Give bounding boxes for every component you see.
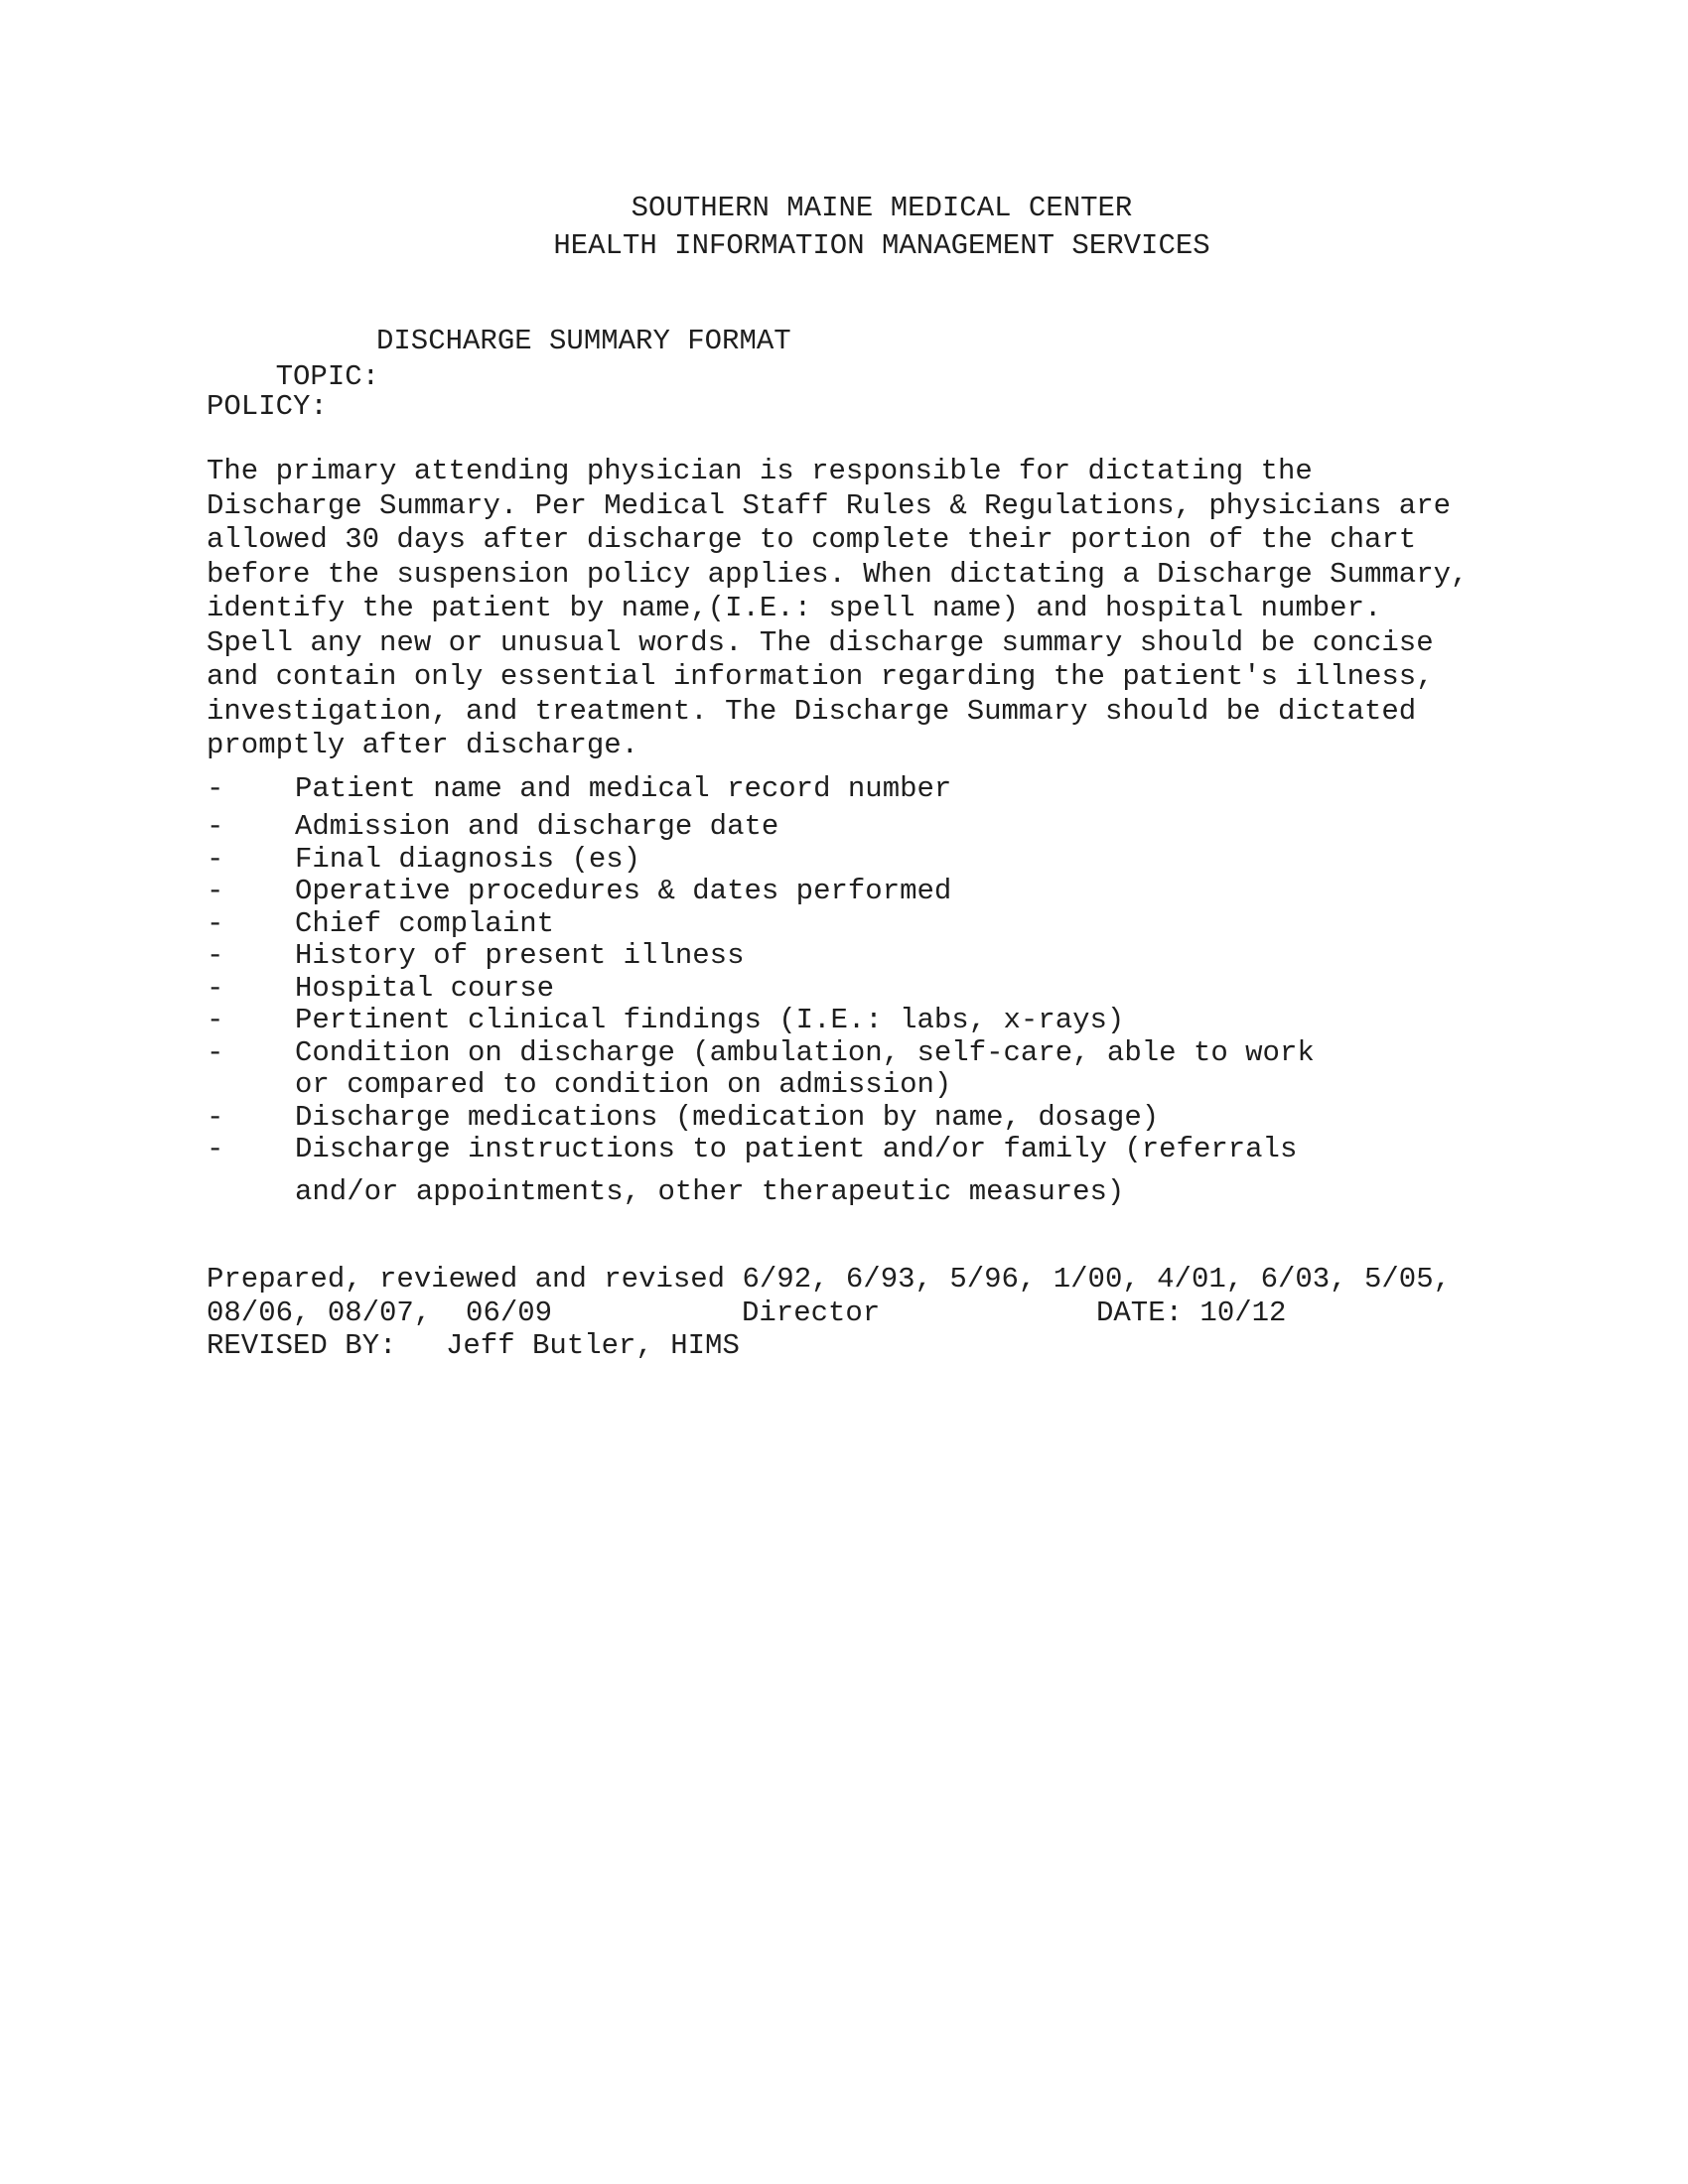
list-item bbox=[207, 1133, 1497, 1166]
paragraph-line: and contain only essential information regarding the patient's illness, bbox=[207, 660, 1434, 693]
revised-by-name: Jeff Butler, HIMS bbox=[446, 1329, 740, 1362]
list-item-text: Hospital course bbox=[295, 972, 555, 1005]
paragraph-line: investigation, and treatment. The Discharge Summary should be dictated bbox=[207, 694, 1417, 728]
list-item bbox=[207, 772, 1497, 806]
policy-paragraph bbox=[207, 455, 1497, 763]
revision-footer-line bbox=[207, 1297, 1497, 1330]
list-item-text: Discharge medications (medication by name, dosage) bbox=[295, 1101, 1160, 1134]
list-item-text: and/or appointments, other therapeutic measures) bbox=[295, 1175, 1125, 1208]
bullet-dash: - bbox=[207, 1036, 224, 1069]
list-item-text: or compared to condition on admission) bbox=[295, 1068, 952, 1101]
list-item bbox=[207, 875, 1497, 908]
list-item-text: Pertinent clinical findings (I.E.: labs, x-rays) bbox=[295, 1004, 1125, 1036]
bullet-dash: - bbox=[207, 972, 224, 1005]
bullet-dash: - bbox=[207, 1133, 224, 1165]
revised-by-row bbox=[207, 1329, 1497, 1363]
paragraph-line: allowed 30 days after discharge to complete their portion of the chart bbox=[207, 523, 1417, 556]
list-item bbox=[207, 843, 1497, 877]
list-item bbox=[207, 907, 1497, 941]
bullet-dash: - bbox=[207, 810, 224, 843]
list-item-text: Patient name and medical record number bbox=[295, 772, 952, 805]
revision-dates: 08/06, 08/07, 06/09 bbox=[207, 1297, 553, 1329]
paragraph-line: Discharge Summary. Per Medical Staff Rules & Regulations, physicians are bbox=[207, 488, 1452, 522]
policy-label: POLICY: bbox=[207, 390, 328, 423]
list-item-text: Discharge instructions to patient and/or family (referrals bbox=[295, 1133, 1298, 1165]
list-item-text: Final diagnosis (es) bbox=[295, 843, 641, 876]
list-item bbox=[207, 972, 1497, 1006]
director-label: Director bbox=[742, 1297, 881, 1329]
list-item bbox=[207, 1101, 1497, 1135]
list-item bbox=[207, 1036, 1497, 1070]
topic-value: DISCHARGE SUMMARY FORMAT bbox=[376, 325, 791, 357]
paragraph-line: identify the patient by name,(I.E.: spell name) and hospital number. bbox=[207, 592, 1382, 624]
list-item-text: Admission and discharge date bbox=[295, 810, 779, 843]
list-item-text: Operative procedures & dates performed bbox=[295, 875, 952, 907]
bullet-dash: - bbox=[207, 907, 224, 940]
department-name: HEALTH INFORMATION MANAGEMENT SERVICES bbox=[553, 229, 1210, 262]
paragraph-line: promptly after discharge. bbox=[207, 729, 639, 761]
list-item bbox=[207, 1175, 1497, 1209]
list-item-text: Condition on discharge (ambulation, self-care, able to work bbox=[295, 1036, 1315, 1069]
organization-name: SOUTHERN MAINE MEDICAL CENTER bbox=[631, 192, 1133, 224]
topic-label: TOPIC: bbox=[275, 360, 380, 393]
list-item bbox=[207, 810, 1497, 844]
revised-by-label: REVISED BY: bbox=[207, 1329, 397, 1362]
bullet-dash: - bbox=[207, 772, 224, 805]
list-item bbox=[207, 1068, 1497, 1102]
paragraph-line: The primary attending physician is responsible for dictating the bbox=[207, 455, 1313, 487]
bullet-dash: - bbox=[207, 1101, 224, 1134]
bullet-dash: - bbox=[207, 875, 224, 907]
list-item bbox=[207, 939, 1497, 973]
list-item-text: Chief complaint bbox=[295, 907, 555, 940]
bullet-dash: - bbox=[207, 939, 224, 972]
bullet-dash: - bbox=[207, 843, 224, 876]
revision-date: DATE: 10/12 bbox=[1096, 1297, 1287, 1329]
paragraph-line: Spell any new or unusual words. The discharge summary should be concise bbox=[207, 625, 1434, 659]
revision-history: Prepared, reviewed and revised 6/92, 6/93, 5/96, 1/00, 4/01, 6/03, 5/05, bbox=[207, 1263, 1452, 1296]
paragraph-line: before the suspension policy applies. When dictating a Discharge Summary, bbox=[207, 557, 1469, 591]
list-item bbox=[207, 1004, 1497, 1037]
list-item-text: History of present illness bbox=[295, 939, 745, 972]
bullet-dash: - bbox=[207, 1004, 224, 1036]
